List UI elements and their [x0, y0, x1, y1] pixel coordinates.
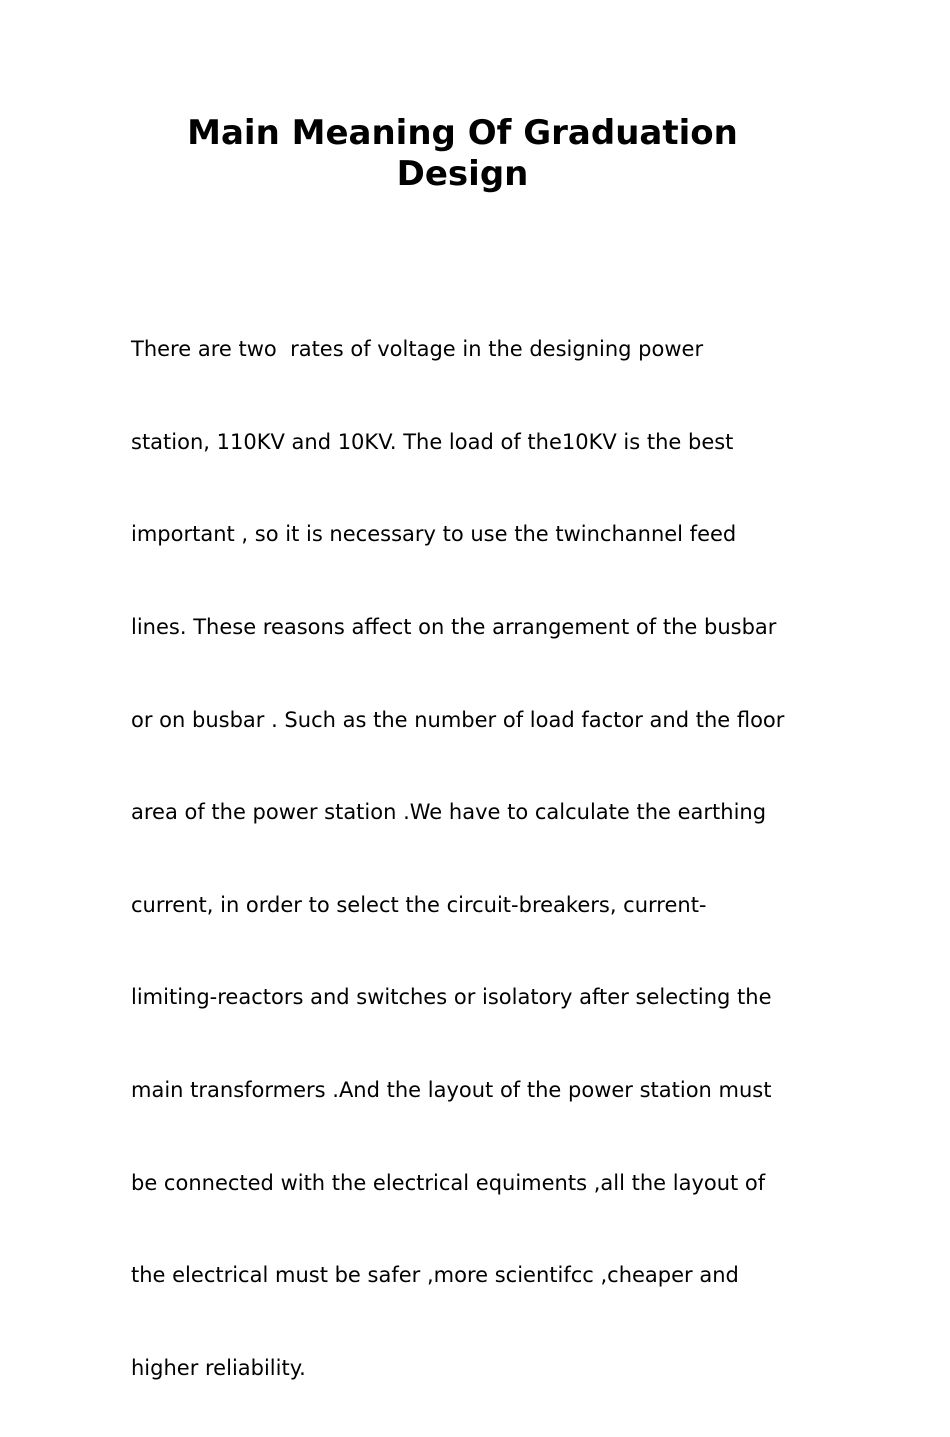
paragraph-line: be connected with the electrical equiments ,all the layout of: [131, 1170, 766, 1195]
page-title: Main Meaning Of Graduation Design: [187, 113, 738, 194]
paragraph-line: limiting-reactors and switches or isolatory after selecting the: [131, 985, 772, 1010]
paragraph-line: main transformers .And the layout of the power station must: [131, 1078, 772, 1103]
body-paragraph: [131, 280, 831, 1437]
paragraph-line: higher reliability.: [131, 1355, 306, 1380]
paragraph-line: There are two rates of voltage in the designing power: [131, 337, 704, 362]
paragraph-line: or on busbar . Such as the number of load factor and the floor: [131, 707, 785, 732]
paragraph-line: important , so it is necessary to use the twinchannel feed: [131, 522, 737, 547]
paragraph-line: area of the power station .We have to calculate the earthing: [131, 800, 767, 825]
paragraph-line: station, 110KV and 10KV. The load of the10KV is the best: [131, 429, 734, 454]
paragraph-line: lines. These reasons affect on the arrangement of the busbar: [131, 615, 777, 640]
paragraph-line: the electrical must be safer ,more scientifcc ,cheaper and: [131, 1263, 739, 1288]
paragraph-line: current, in order to select the circuit-breakers, current-: [131, 892, 707, 917]
